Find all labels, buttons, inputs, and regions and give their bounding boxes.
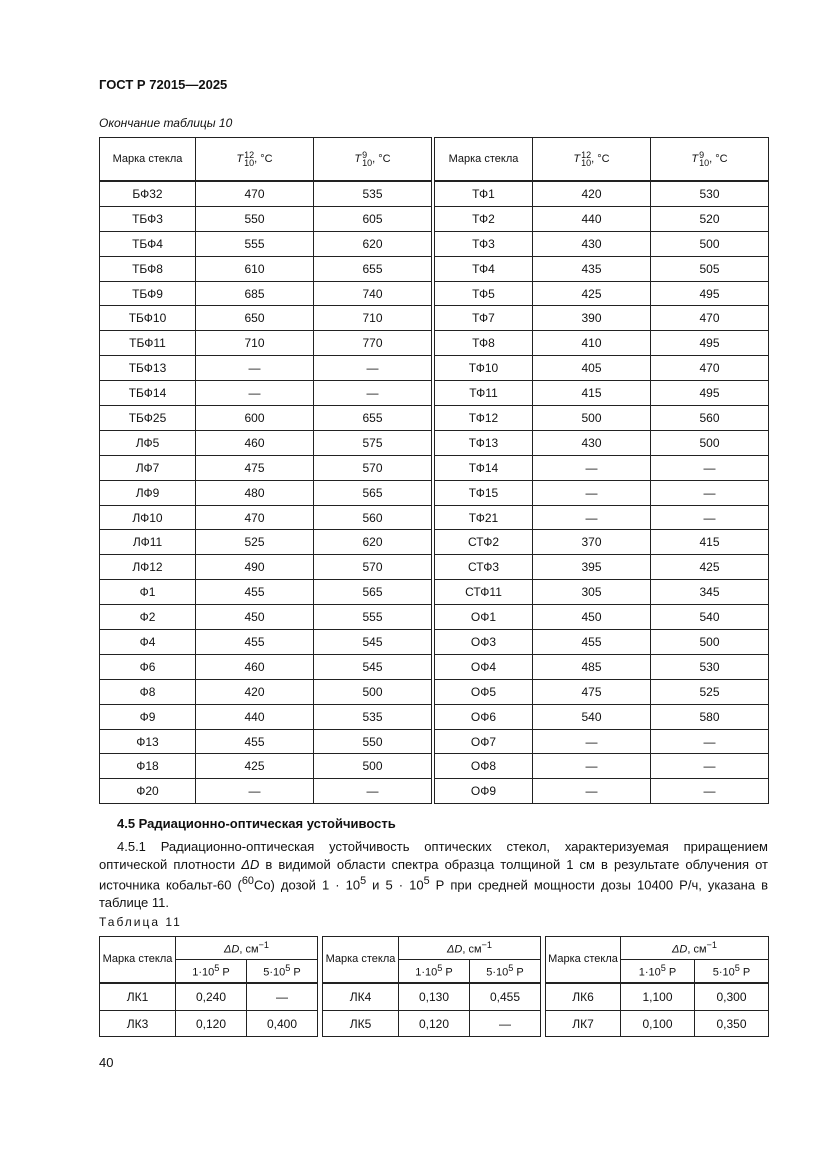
cell-t9: 570 xyxy=(314,455,432,480)
cell-brand: Ф18 xyxy=(100,754,196,779)
table-row xyxy=(100,1011,318,1037)
cell-t9: 545 xyxy=(314,630,432,655)
table-10-right xyxy=(434,137,769,804)
cell-t12: 500 xyxy=(533,406,651,431)
cell-t12: 540 xyxy=(533,704,651,729)
cell-brand: ТБФ9 xyxy=(100,281,196,306)
cell-brand: Ф13 xyxy=(100,729,196,754)
cell-t9: 565 xyxy=(314,480,432,505)
cell-dose-2: 0,350 xyxy=(695,1011,769,1037)
section-paragraph: 4.5.1 Радиационно-оптическая устойчивость оптических стекол, характеризуемая приращением оптической плотности ΔD в видимой области спектра образца толщиной 1 см в результате облучения от источника кобальт-60 ($^{60}$Co) дозой $1 \cdot 10^5$ и $5 \cdot 10^5$ Р при средней мощности дозы 10400 Р/ч, указана в таблице 11. xyxy=(99,839,769,910)
cell-brand: СТФ11 xyxy=(435,580,533,605)
cell-brand: ЛК4 xyxy=(323,983,399,1011)
cell-brand: ТФ4 xyxy=(435,256,533,281)
cell-t9: — xyxy=(651,754,769,779)
cell-t9: — xyxy=(314,356,432,381)
table-11-caption: Таблица 11 xyxy=(99,915,182,929)
cell-t12: — xyxy=(196,779,314,804)
cell-t9: 500 xyxy=(314,754,432,779)
cell-brand: ЛФ10 xyxy=(100,505,196,530)
table-row xyxy=(100,455,432,480)
cell-brand: ТБФ11 xyxy=(100,331,196,356)
cell-brand: Ф1 xyxy=(100,580,196,605)
table-row xyxy=(435,729,769,754)
cell-t9: 505 xyxy=(651,256,769,281)
cell-brand: СТФ2 xyxy=(435,530,533,555)
table-row xyxy=(435,605,769,630)
section-heading: 4.5 Радиационно-оптическая устойчивость xyxy=(117,816,396,831)
header-dose-1: $1\cdot 10^5$ Р xyxy=(621,960,695,984)
cell-t12: 610 xyxy=(196,256,314,281)
cell-brand: ТБФ10 xyxy=(100,306,196,331)
cell-brand: ЛК7 xyxy=(546,1011,621,1037)
table-row xyxy=(435,679,769,704)
header-delta-d: ΔD, $см^{-1}$ xyxy=(399,937,541,960)
cell-t12: — xyxy=(533,729,651,754)
cell-t12: 555 xyxy=(196,231,314,256)
cell-brand: ТФ21 xyxy=(435,505,533,530)
cell-t9: — xyxy=(651,505,769,530)
header-brand: Марка стекла xyxy=(435,138,533,182)
table-row xyxy=(100,983,318,1011)
cell-t9: — xyxy=(651,729,769,754)
table-row xyxy=(100,406,432,431)
cell-t9: 550 xyxy=(314,729,432,754)
cell-t12: — xyxy=(533,455,651,480)
table-11-group xyxy=(545,936,769,1037)
table-row xyxy=(546,1011,769,1037)
header-brand: Марка стекла xyxy=(546,937,621,984)
cell-t12: — xyxy=(533,779,651,804)
cell-dose-1: 0,240 xyxy=(176,983,247,1011)
cell-t12: — xyxy=(533,480,651,505)
header-t12: T 12 10 , °C xyxy=(196,138,314,182)
table-row xyxy=(100,605,432,630)
cell-t9: 470 xyxy=(651,356,769,381)
table-row xyxy=(100,729,432,754)
table-row xyxy=(100,231,432,256)
cell-t9: — xyxy=(651,455,769,480)
table-row xyxy=(435,331,769,356)
cell-brand: ЛФ9 xyxy=(100,480,196,505)
cell-t12: 435 xyxy=(533,256,651,281)
cell-t12: 550 xyxy=(196,206,314,231)
table-row xyxy=(435,530,769,555)
cell-t12: — xyxy=(196,356,314,381)
cell-t9: 495 xyxy=(651,281,769,306)
cell-brand: ОФ3 xyxy=(435,630,533,655)
cell-t12: 455 xyxy=(196,580,314,605)
cell-t9: 530 xyxy=(651,181,769,206)
cell-t12: 420 xyxy=(196,679,314,704)
cell-dose-2: 0,300 xyxy=(695,983,769,1011)
cell-brand: ОФ6 xyxy=(435,704,533,729)
table-row xyxy=(100,331,432,356)
cell-dose-2: — xyxy=(247,983,318,1011)
table-row xyxy=(100,754,432,779)
cell-t9: — xyxy=(314,381,432,406)
cell-t12: 450 xyxy=(196,605,314,630)
cell-dose-1: 0,100 xyxy=(621,1011,695,1037)
cell-brand: ОФ8 xyxy=(435,754,533,779)
table-row xyxy=(100,679,432,704)
cell-t9: 655 xyxy=(314,406,432,431)
cell-t12: 455 xyxy=(196,630,314,655)
cell-brand: Ф20 xyxy=(100,779,196,804)
table-11-group xyxy=(99,936,318,1037)
table-row xyxy=(435,704,769,729)
cell-brand: Ф6 xyxy=(100,654,196,679)
cell-brand: ТФ10 xyxy=(435,356,533,381)
cell-t9: 710 xyxy=(314,306,432,331)
cell-t9: 575 xyxy=(314,430,432,455)
table-11-group xyxy=(322,936,541,1037)
table-row xyxy=(435,779,769,804)
cell-brand: ТБФ3 xyxy=(100,206,196,231)
cell-brand: ТФ5 xyxy=(435,281,533,306)
header-dose-2: $5\cdot 10^5$ Р xyxy=(695,960,769,984)
cell-t9: 620 xyxy=(314,231,432,256)
table-row xyxy=(435,455,769,480)
table-row xyxy=(435,580,769,605)
table-row xyxy=(100,704,432,729)
cell-dose-2: 0,455 xyxy=(470,983,541,1011)
header-dose-2: $5\cdot 10^5$ Р xyxy=(247,960,318,984)
cell-t12: 490 xyxy=(196,555,314,580)
cell-brand: ТФ12 xyxy=(435,406,533,431)
header-brand: Марка стекла xyxy=(100,937,176,984)
cell-t12: 430 xyxy=(533,231,651,256)
cell-t12: — xyxy=(196,381,314,406)
cell-t12: 395 xyxy=(533,555,651,580)
table-row xyxy=(100,580,432,605)
cell-t9: 535 xyxy=(314,181,432,206)
cell-t12: 305 xyxy=(533,580,651,605)
cell-brand: ОФ5 xyxy=(435,679,533,704)
cell-t12: 455 xyxy=(533,630,651,655)
cell-t12: 440 xyxy=(196,704,314,729)
cell-t12: 525 xyxy=(196,530,314,555)
cell-brand: ЛФ12 xyxy=(100,555,196,580)
cell-t9: 500 xyxy=(651,630,769,655)
cell-t9: 620 xyxy=(314,530,432,555)
table-10-caption: Окончание таблицы 10 xyxy=(99,116,233,130)
cell-t12: 600 xyxy=(196,406,314,431)
header-brand: Марка стекла xyxy=(100,138,196,182)
table-row xyxy=(100,430,432,455)
table-row xyxy=(100,779,432,804)
cell-t12: 460 xyxy=(196,430,314,455)
header-t9: T 9 10 , °C xyxy=(651,138,769,182)
table-row xyxy=(100,206,432,231)
cell-t9: 345 xyxy=(651,580,769,605)
cell-t9: 570 xyxy=(314,555,432,580)
table-row xyxy=(435,555,769,580)
table-row xyxy=(435,181,769,206)
cell-t9: — xyxy=(651,779,769,804)
cell-t9: 495 xyxy=(651,331,769,356)
cell-brand: ТФ3 xyxy=(435,231,533,256)
cell-t12: 470 xyxy=(196,505,314,530)
cell-dose-1: 0,130 xyxy=(399,983,470,1011)
table-row xyxy=(435,256,769,281)
cell-t12: — xyxy=(533,505,651,530)
cell-brand: Ф9 xyxy=(100,704,196,729)
cell-t12: 425 xyxy=(196,754,314,779)
document-header: ГОСТ Р 72015—2025 xyxy=(99,77,228,92)
cell-dose-1: 1,100 xyxy=(621,983,695,1011)
cell-t12: 405 xyxy=(533,356,651,381)
cell-t9: 535 xyxy=(314,704,432,729)
cell-t12: 410 xyxy=(533,331,651,356)
cell-brand: Ф4 xyxy=(100,630,196,655)
cell-t12: 420 xyxy=(533,181,651,206)
table-row xyxy=(435,281,769,306)
cell-t9: 740 xyxy=(314,281,432,306)
header-delta-d: ΔD, $см^{-1}$ xyxy=(176,937,318,960)
cell-brand: ЛФ11 xyxy=(100,530,196,555)
cell-brand: ТФ15 xyxy=(435,480,533,505)
cell-brand: ОФ4 xyxy=(435,654,533,679)
cell-brand: ОФ1 xyxy=(435,605,533,630)
cell-brand: ТФ2 xyxy=(435,206,533,231)
cell-t12: 475 xyxy=(196,455,314,480)
table-row xyxy=(435,505,769,530)
cell-t12: 390 xyxy=(533,306,651,331)
cell-brand: ТФ8 xyxy=(435,331,533,356)
cell-dose-1: 0,120 xyxy=(399,1011,470,1037)
table-row xyxy=(435,430,769,455)
cell-t9: 605 xyxy=(314,206,432,231)
cell-t12: 450 xyxy=(533,605,651,630)
cell-t9: 500 xyxy=(314,679,432,704)
cell-dose-2: 0,400 xyxy=(247,1011,318,1037)
table-row xyxy=(100,530,432,555)
cell-brand: ЛК1 xyxy=(100,983,176,1011)
cell-t12: 470 xyxy=(196,181,314,206)
cell-brand: ТФ11 xyxy=(435,381,533,406)
cell-dose-1: 0,120 xyxy=(176,1011,247,1037)
cell-t9: 525 xyxy=(651,679,769,704)
cell-t12: 425 xyxy=(533,281,651,306)
table-row xyxy=(435,406,769,431)
cell-t12: 710 xyxy=(196,331,314,356)
cell-brand: ЛК3 xyxy=(100,1011,176,1037)
header-delta-d: ΔD, $см^{-1}$ xyxy=(621,937,769,960)
cell-t9: 540 xyxy=(651,605,769,630)
cell-brand: ТБФ14 xyxy=(100,381,196,406)
table-row xyxy=(435,356,769,381)
cell-t9: 565 xyxy=(314,580,432,605)
cell-brand: ОФ7 xyxy=(435,729,533,754)
cell-brand: ТБФ8 xyxy=(100,256,196,281)
table-row xyxy=(100,555,432,580)
cell-t12: 370 xyxy=(533,530,651,555)
table-row xyxy=(100,181,432,206)
table-10-left xyxy=(99,137,432,804)
header-dose-1: $1\cdot 10^5$ Р xyxy=(399,960,470,984)
cell-t9: — xyxy=(314,779,432,804)
cell-dose-2: — xyxy=(470,1011,541,1037)
cell-brand: ЛК5 xyxy=(323,1011,399,1037)
cell-brand: ОФ9 xyxy=(435,779,533,804)
table-row xyxy=(435,381,769,406)
cell-t9: 470 xyxy=(651,306,769,331)
table-row xyxy=(435,654,769,679)
table-row xyxy=(435,754,769,779)
table-row xyxy=(546,983,769,1011)
cell-brand: ЛФ5 xyxy=(100,430,196,455)
cell-t12: 480 xyxy=(196,480,314,505)
page-number: 40 xyxy=(99,1055,114,1070)
cell-brand: ТФ14 xyxy=(435,455,533,480)
table-row xyxy=(435,480,769,505)
cell-t9: 545 xyxy=(314,654,432,679)
cell-t9: — xyxy=(651,480,769,505)
table-row xyxy=(100,281,432,306)
cell-t9: 425 xyxy=(651,555,769,580)
header-dose-1: $1\cdot 10^5$ Р xyxy=(176,960,247,984)
table-row xyxy=(100,256,432,281)
cell-t9: 560 xyxy=(314,505,432,530)
cell-t9: 655 xyxy=(314,256,432,281)
cell-t9: 770 xyxy=(314,331,432,356)
cell-brand: ТФ7 xyxy=(435,306,533,331)
cell-t9: 560 xyxy=(651,406,769,431)
cell-t12: 440 xyxy=(533,206,651,231)
header-t9: T 9 10 , °C xyxy=(314,138,432,182)
cell-t9: 520 xyxy=(651,206,769,231)
cell-t12: 460 xyxy=(196,654,314,679)
table-row xyxy=(100,480,432,505)
cell-t12: 475 xyxy=(533,679,651,704)
table-row xyxy=(435,306,769,331)
table-row xyxy=(100,505,432,530)
table-row xyxy=(100,630,432,655)
cell-t12: 485 xyxy=(533,654,651,679)
table-row xyxy=(100,306,432,331)
cell-t12: 685 xyxy=(196,281,314,306)
table-row xyxy=(323,1011,541,1037)
cell-brand: ТБФ25 xyxy=(100,406,196,431)
cell-brand: ТФ13 xyxy=(435,430,533,455)
cell-brand: ТФ1 xyxy=(435,181,533,206)
cell-t12: 455 xyxy=(196,729,314,754)
cell-brand: ЛФ7 xyxy=(100,455,196,480)
cell-t9: 530 xyxy=(651,654,769,679)
cell-t9: 415 xyxy=(651,530,769,555)
header-dose-2: $5\cdot 10^5$ Р xyxy=(470,960,541,984)
table-row xyxy=(435,206,769,231)
table-row xyxy=(435,630,769,655)
cell-t9: 500 xyxy=(651,231,769,256)
cell-brand: СТФ3 xyxy=(435,555,533,580)
cell-brand: ЛК6 xyxy=(546,983,621,1011)
cell-t12: 415 xyxy=(533,381,651,406)
cell-t9: 495 xyxy=(651,381,769,406)
cell-brand: ТБФ13 xyxy=(100,356,196,381)
table-row xyxy=(435,231,769,256)
cell-brand: БФ32 xyxy=(100,181,196,206)
table-row xyxy=(323,983,541,1011)
header-t12: T 12 10 , °C xyxy=(533,138,651,182)
cell-brand: Ф2 xyxy=(100,605,196,630)
cell-t12: — xyxy=(533,754,651,779)
cell-t9: 580 xyxy=(651,704,769,729)
header-brand: Марка стекла xyxy=(323,937,399,984)
cell-t12: 650 xyxy=(196,306,314,331)
cell-t9: 500 xyxy=(651,430,769,455)
cell-brand: ТБФ4 xyxy=(100,231,196,256)
cell-brand: Ф8 xyxy=(100,679,196,704)
table-row xyxy=(100,356,432,381)
cell-t9: 555 xyxy=(314,605,432,630)
table-row xyxy=(100,654,432,679)
table-row xyxy=(100,381,432,406)
cell-t12: 430 xyxy=(533,430,651,455)
